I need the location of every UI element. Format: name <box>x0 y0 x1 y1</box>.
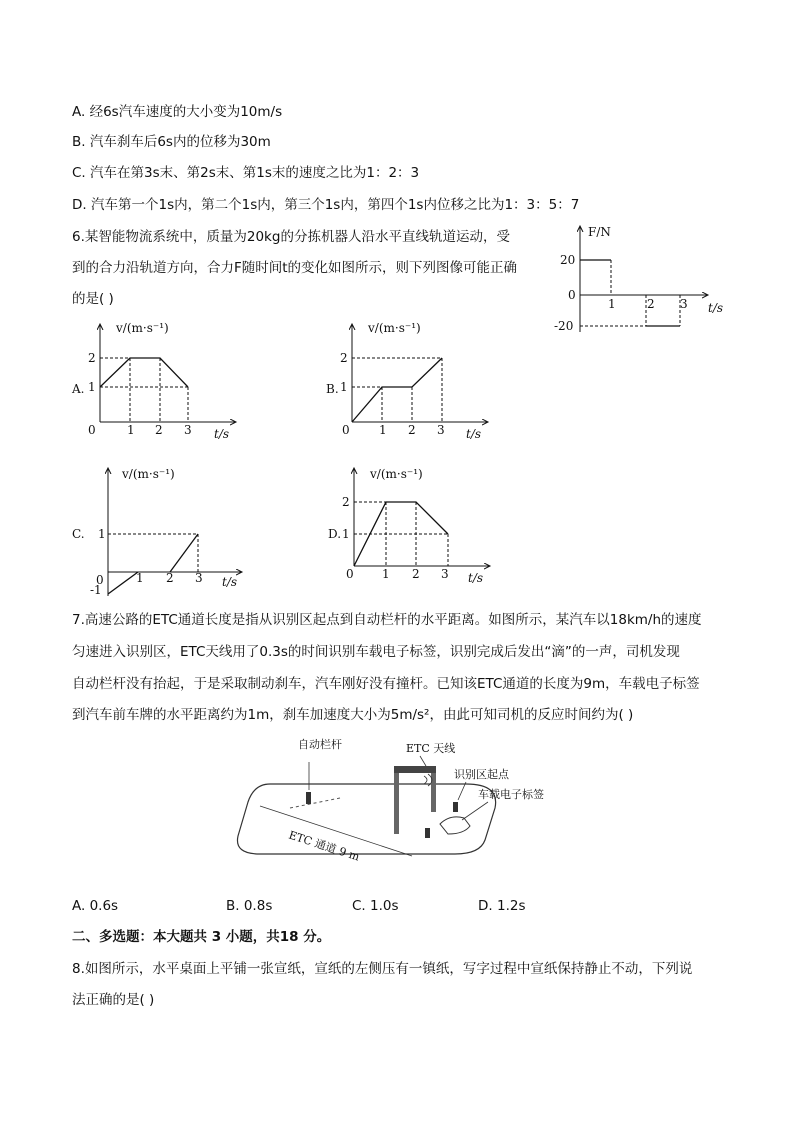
graph-b-x-label: t/s <box>466 427 482 441</box>
q6-option-b-graph <box>322 318 502 448</box>
graph-c-letter: C. <box>72 527 85 541</box>
q6-option-a-graph <box>66 318 246 448</box>
section-2-heading: 二、多选题：本大题共 3 小题，共18 分。 <box>72 929 331 945</box>
q7-stem-line-2: 匀速进入识别区，ETC天线用了0.3s的时间识别车载电子标签，识别完成后发出“滴”的一声，司机发现 <box>72 644 680 660</box>
graph-c-segment-2 <box>170 534 198 572</box>
graph-a-x-label: t/s <box>214 427 230 441</box>
q7-option-d: D. 1.2s <box>478 898 526 914</box>
q8-stem-line-2: 法正确的是( ) <box>72 992 155 1008</box>
graph-b-letter: B. <box>326 382 339 396</box>
antenna-pole-right <box>431 768 436 812</box>
svg-text:3: 3 <box>195 571 203 585</box>
car-icon <box>440 817 470 834</box>
svg-text:1: 1 <box>379 423 387 437</box>
svg-text:3: 3 <box>184 423 192 437</box>
svg-text:0: 0 <box>342 423 350 437</box>
svg-text:1: 1 <box>340 380 348 394</box>
q6-option-d-graph <box>324 462 504 592</box>
svg-text:1: 1 <box>98 527 106 541</box>
q5-option-a: A. 经6s汽车速度的大小变为10m/s <box>72 104 283 120</box>
svg-text:2: 2 <box>340 351 348 365</box>
graph-c-segment-1 <box>108 572 138 594</box>
start-post-icon <box>453 802 458 812</box>
force-graph-tick-3: 3 <box>680 297 688 311</box>
graph-d-letter: D. <box>328 527 342 541</box>
svg-text:-1: -1 <box>90 583 102 597</box>
q7-option-a: A. 0.6s <box>72 898 119 914</box>
svg-text:2: 2 <box>166 571 174 585</box>
q8-stem-line-1: 8.如图所示，水平桌面上平铺一张宣纸，宣纸的左侧压有一镇纸，写字过程中宣纸保持静止不动，下列说 <box>72 961 693 977</box>
svg-text:1: 1 <box>342 527 350 541</box>
svg-text:2: 2 <box>342 495 350 509</box>
graph-b-curve <box>352 358 442 422</box>
svg-text:0: 0 <box>96 573 104 587</box>
force-graph-origin: 0 <box>568 288 576 302</box>
q6-stem-line-3: 的是( ) <box>72 291 114 307</box>
q7-option-c: C. 1.0s <box>352 898 399 914</box>
antenna-beam <box>394 766 436 773</box>
q5-option-c: C. 汽车在第3s末、第2s末、第1s末的速度之比为1：2：3 <box>72 165 420 181</box>
q6-stem-line-2: 到的合力沿轨道方向，合力F随时间t的变化如图所示，则下列图像可能正确 <box>72 260 518 276</box>
force-graph-tick-2: 2 <box>647 297 655 311</box>
svg-text:2: 2 <box>412 567 420 581</box>
force-time-graph <box>540 220 740 340</box>
q5-option-b: B. 汽车刹车后6s内的位移为30m <box>72 134 271 150</box>
svg-text:1: 1 <box>88 380 96 394</box>
svg-text:2: 2 <box>155 423 163 437</box>
q7-stem-line-3: 自动栏杆没有抬起，于是采取制动刹车，汽车刚好没有撞杆。已知该ETC通道的长度为9m，车载电子标签 <box>72 676 700 692</box>
label-antenna: ETC 天线 <box>406 742 456 755</box>
q5-option-d: D. 汽车第一个1s内，第二个1s内，第三个1s内，第四个1s内位移之比为1：3：5：7 <box>72 197 580 213</box>
svg-text:0: 0 <box>346 567 354 581</box>
force-graph-tick-1: 1 <box>608 297 616 311</box>
gate-post-icon <box>306 792 311 804</box>
q6-option-c-graph <box>66 462 256 602</box>
antenna-pole-left <box>394 772 399 834</box>
etc-lane-diagram <box>230 732 544 877</box>
graph-a-letter: A. <box>72 382 85 396</box>
q7-stem-line-1: 7.高速公路的ETC通道长度是指从识别区起点到自动栏杆的水平距离。如图所示，某汽车以18km/h的速度 <box>72 612 702 628</box>
graph-d-y-label: v/(m·s⁻¹) <box>370 467 423 481</box>
q7-option-b: B. 0.8s <box>226 898 273 914</box>
graph-a-curve <box>100 358 188 387</box>
force-graph-x-label: t/s <box>708 301 724 315</box>
label-start: 识别区起点 <box>454 768 509 781</box>
q6-stem-line-1: 6.某智能物流系统中，质量为20kg的分拣机器人沿水平直线轨道运动，受 <box>72 229 510 245</box>
q7-stem-line-4: 到汽车前车牌的水平距离约为1m，刹车加速度大小为5m/s²，由此可知司机的反应时间约为( ) <box>72 707 634 723</box>
graph-c-x-label: t/s <box>222 575 238 589</box>
svg-text:3: 3 <box>441 567 449 581</box>
svg-text:1: 1 <box>136 571 144 585</box>
force-graph-tick-20: 20 <box>560 253 576 267</box>
graph-b-y-label: v/(m·s⁻¹) <box>368 321 421 335</box>
svg-text:0: 0 <box>88 423 96 437</box>
svg-text:2: 2 <box>88 351 96 365</box>
graph-d-x-label: t/s <box>468 571 484 585</box>
graph-c-y-label: v/(m·s⁻¹) <box>122 467 175 481</box>
svg-text:3: 3 <box>437 423 445 437</box>
svg-text:1: 1 <box>382 567 390 581</box>
svg-text:1: 1 <box>127 423 135 437</box>
label-tag: 车载电子标签 <box>478 788 544 801</box>
force-graph-y-label: F/N <box>588 225 611 239</box>
graph-a-y-label: v/(m·s⁻¹) <box>116 321 169 335</box>
label-length: ETC 通道 9 m <box>287 828 362 864</box>
svg-text:2: 2 <box>408 423 416 437</box>
label-gate: 自动栏杆 <box>298 738 342 751</box>
force-graph-tick-neg20: -20 <box>554 319 574 333</box>
